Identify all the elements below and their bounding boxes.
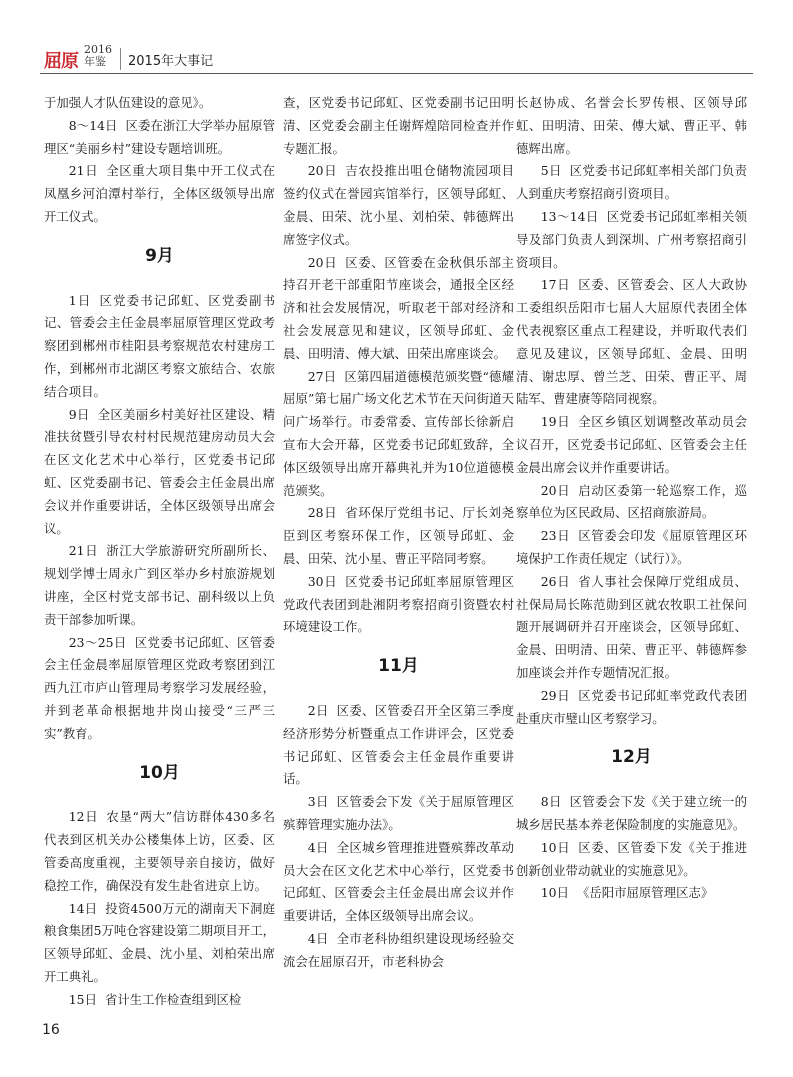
entry-date: 5日 [540,163,562,179]
entry-text: 启动区委第一轮巡察工作，巡察单位为区民政局、区招商旅游局。 [516,482,747,521]
entry-date: 15日 [68,991,97,1007]
event-entry [283,252,514,366]
entry-text: 区党委书记邱虹、区党委副书记、管委会主任金晨率屈原管理区党政考察团到郴州市桂阳县考察规范农村建房工作，到郴州市北湖区考察文旅结合、农旅结合项目。 [44,292,275,399]
entry-text: 区委在浙江大学举办屈原管理区“美丽乡村”建设专题培训班。 [44,117,275,156]
entry-date: 12日 [68,809,99,825]
entry-date: 8日 [540,794,562,810]
entry-text: 区委、区管委会、区人大政协工委组织岳阳市七届人大屈原代表团全体代表视察区重点工程建设，并听取代表们意见及建议，区领导邱虹、金晨、田明清、谢忠厚、曾兰芝、田荣、曹正平、周陆军、曹建赓等陪同视察。 [516,277,747,407]
month-heading: 11月 [378,656,419,677]
page-number: 16 [42,1022,60,1038]
entry-date: 3日 [307,794,329,810]
entry-text: 区管委会下发《关于屈原管理区殡葬管理实施办法》。 [283,794,514,832]
entry-date: 10日 [540,885,569,901]
entry-continuation: 于加强人才队伍建设的意见》。 [44,95,212,110]
entry-date: 14日 [68,900,98,916]
entry-date: 21日 [68,543,99,559]
yearbook-logo: 屈原 [44,51,78,72]
entry-text: 全区重大项目集中开工仪式在凤凰乡河泊潭村举行，全体区级领导出席开工仪式。 [44,163,275,224]
event-entry [44,632,275,746]
entry-text: 区党委书记邱虹率屈原管理区党政代表团到赴湘阴考察招商引资暨农村环境建设工作。 [283,573,514,635]
entry-text: 区党委书记邱虹率党政代表团赴重庆市璧山区考察学习。 [516,687,747,726]
entry-text: 全区乡镇区划调整改革动员会议召开，区党委书记邱虹、区管委会主任金晨出席会议并作重要讲话。 [516,414,747,475]
event-entry [516,525,747,571]
column-1 [44,92,275,1011]
event-entry [283,700,514,791]
entry-text: 全市老科协组织建设现场经验交流会在屈原召开，市老科协会 [283,930,514,969]
entry-text: 区管委会下发《关于建立统一的城乡居民基本养老保险制度的实施意见》。 [516,794,747,832]
event-entry [516,160,747,206]
entry-date: 30日 [307,573,338,589]
entry-text: 区第四届道德模范颁奖暨“德耀屈原”第七届广场文化艺术节在天问街道天问广场举行。市委常委、宣传部长徐新启宣布大会开幕，区党委书记邱虹致辞，全体区级领导出席开幕典礼并为10位道德模范颁奖。 [283,368,514,498]
column-2 [283,92,514,973]
entry-text: 省计生工作检查组到区检 [104,991,242,1007]
event-entry [516,274,747,411]
event-entry [44,898,275,989]
entry-date: 26日 [540,573,571,589]
event-entry [44,806,275,897]
event-entry [44,540,275,631]
event-entry [516,571,747,685]
entry-text: 区党委书记邱虹、区管委会主任金晨率屈原管理区党政考察团到江西九江市庐山管理局考察学习发展经验，并到老革命根据地井岗山接受“三严三实”教育。 [44,634,275,741]
entry-date: 17日 [540,277,571,293]
entry-date: 29日 [540,687,571,703]
event-entry [516,480,747,526]
entry-date: 8～14日 [68,117,118,133]
event-entry [44,404,275,541]
entry-text: 区管委会印发《屈原管理区环境保护工作责任规定（试行）》。 [516,528,747,566]
entry-date: 4日 [307,930,329,946]
header-divider [120,48,121,70]
page-header [40,40,753,78]
entry-text: 农垦“两大”信访群体430多名代表到区机关办公楼集体上访，区委、区管委高度重视，主要领导亲自接访，做好稳控工作，确保没有发生赴省进京上访。 [44,809,275,893]
entry-date: 28日 [307,505,338,521]
entry-text: 浙江大学旅游研究所副所长、规划学博士周永广到区举办乡村旅游规划讲座，全区村党支部书记、副科级以上负责干部参加听课。 [44,543,275,627]
event-entry [516,411,747,479]
entry-date: 23～25日 [68,634,127,650]
entry-date: 20日 [307,254,338,270]
event-entry [516,206,747,274]
entry-date: 4日 [307,839,329,855]
entry-text: 区委、区管委召开全区第三季度经济形势分析暨重点工作讲评会，区党委书记邱虹、区管委会主任金晨作重要讲话。 [283,702,514,787]
event-entry [283,160,514,251]
entry-date: 23日 [540,528,571,544]
month-heading: 12月 [611,747,652,768]
event-entry [283,837,514,928]
event-entry [44,160,275,228]
month-heading: 9月 [145,245,174,266]
entry-date: 19日 [540,414,571,430]
entry-text: 吉农投推出咀仓储物流园项目签约仪式在誉园宾馆举行，区领导邱虹、金晨、田荣、沈小星、刘柏荣、韩德辉出席签字仪式。 [283,163,514,247]
section-title: 2015年大事记 [128,54,214,69]
entry-date: 9日 [68,406,90,422]
event-entry [283,571,514,639]
event-entry [283,791,514,837]
entry-text: 区党委书记邱虹率相关部门负责人到重庆考察招商引资项目。 [516,163,747,202]
entry-date: 21日 [68,163,99,179]
entry-text: 全区美丽乡村美好社区建设、精准扶贫暨引导农村村民规范建房动员大会在区文化艺术中心举行，区党委书记邱虹、区党委副书记、管委会主任金晨出席会议并作重要讲话，全体区级领导出席会议。 [44,406,275,536]
entry-text: 区党委书记邱虹率相关领导及部门负责人到深圳、广州考察招商引资项目。 [516,208,747,270]
entry-continuation: 长赵协成、名誉会长罗传根、区领导邱虹、田明清、田荣、傅大斌、曹正平、韩德辉出席。 [516,95,747,156]
entry-text: 省人事社会保障厅党组成员、社保局局长陈范勋到区就农牧职工社保问题开展调研并召开座谈会，区领导邱虹、金晨、田明清、田荣、曹正平、韩德辉参加座谈会并作专题情况汇报。 [516,573,747,680]
entry-text: 区委、区管委下发《关于推进创新创业带动就业的实施意见》。 [516,839,747,878]
entry-date: 20日 [307,163,338,179]
entry-text: 省环保厅党组书记、厅长刘尧臣到区考察环保工作，区领导邱虹、金晨、田荣、沈小星、曹正平陪同考察。 [283,505,514,566]
header-rule [40,73,753,74]
event-entry [44,290,275,404]
entry-date: 1日 [68,292,92,308]
event-entry [44,115,275,161]
month-heading: 10月 [139,762,180,783]
entry-text: 投资4500万元的湖南天下洞庭粮食集团5万吨仓容建设第二期项目开工，区领导邱虹、金晨、沈小星、刘柏荣出席开工典礼。 [44,900,275,984]
entry-date: 2日 [307,702,329,718]
entry-date: 10日 [540,839,571,855]
entry-continuation: 查，区党委书记邱虹、区党委副书记田明清、区党委会副主任谢辉煌陪同检查并作专题汇报。 [283,95,514,156]
column-3 [516,92,747,905]
event-entry [516,837,747,883]
year-number: 2016 [84,43,112,56]
event-entry [283,502,514,570]
event-entry [516,882,747,905]
event-entry [516,791,747,837]
entry-date: 13～14日 [540,208,599,224]
entry-text: 区委、区管委在金秋俱乐部主持召开老干部重阳节座谈会，通报全区经济和社会发展情况，听取老干部对经济和社会发展意见和建议，区领导邱虹、金晨、田明清、傅大斌、田荣出席座谈会。 [283,254,514,361]
event-entry [283,928,514,974]
entry-date: 27日 [307,368,337,384]
entry-date: 20日 [540,482,571,498]
entry-text: 全区城乡管理推进暨殡葬改革动员大会在区文化艺术中心举行，区党委书记邱虹、区管委会主任金晨出席会议并作重要讲话，全体区级领导出席会议。 [283,839,514,924]
event-entry [516,685,747,731]
entry-text: 《岳阳市屈原管理区志》 [576,885,714,901]
yearbook-year [84,44,112,68]
event-entry [44,989,275,1012]
year-label: 年鉴 [84,55,106,68]
event-entry [283,366,514,503]
